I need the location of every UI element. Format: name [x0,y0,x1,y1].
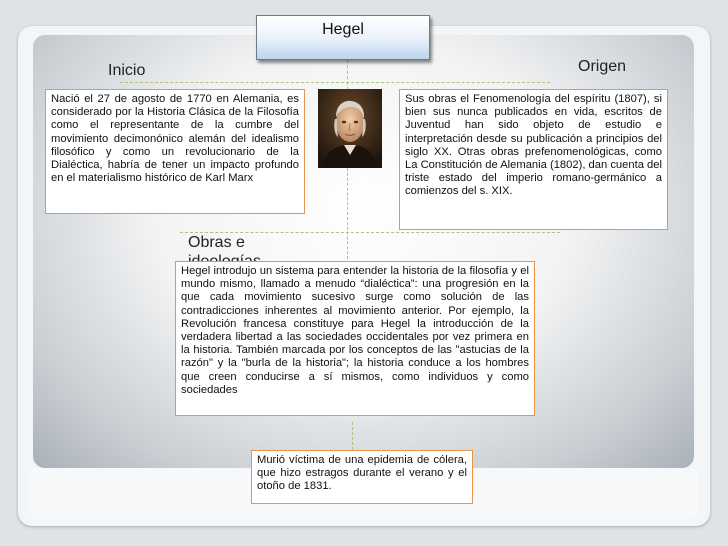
heading-inicio: Inicio [108,62,146,79]
textbox-inicio: Nació el 27 de agosto de 1770 en Alemania, es considerado por la Historia Clásica de la Filosofía como el representante de la cumbre del movimiento decimonónico alemán del idealismo filosófico y como un revolucionario de la Dialéctica, habría de tener un impacto profundo en el materialismo histórico de Karl Marx [45,89,305,214]
textbox-obras: Hegel introdujo un sistema para entender la historia de la filosofía y el mundo mismo, llamado a menudo “dialéctica”: una progresión en la que cada movimiento sucesivo surge como solución de las contradicciones inherentes al movimiento anterior. Por ejemplo, la Revolución francesa constituye para Hegel la introducción de la verdadera libertad a las sociedades occidentales por vez primera en la historia. También marcada por los conceptos de las "astucias de la razón" y la "burla de la historia"; la historia conduce a los hombres que creen conducirse a sí mismos, como individuos y como sociedades [175,261,535,416]
textbox-muerte: Murió víctima de una epidemia de cólera, que hizo estragos durante el verano y el otoño de 1831. [251,450,473,504]
connector-top [120,82,550,83]
textbox-origen: Sus obras el Fenomenología del espíritu (1807), si bien sus nunca publicados en vida, escritos de Juventud han sido objeto de estudio e interpretación desde su publicación a principios del siglo XX. Otras obras prefenomenológicas, como La Constitución de Alemania (1802), dan cuenta del triste estado del imperio romano-germánico a comienzos del s. XIX. [399,89,668,230]
portrait-image [318,89,382,168]
connector-vertical-top [347,60,348,90]
title-box [256,15,430,60]
portrait-icon [318,89,382,168]
heading-obras: Obras e [188,234,245,251]
connector-vertical-middle [347,168,348,264]
connector-vertical-bottom [352,422,353,450]
heading-origen: Origen [578,58,627,75]
page-title: Hegel [322,21,364,38]
